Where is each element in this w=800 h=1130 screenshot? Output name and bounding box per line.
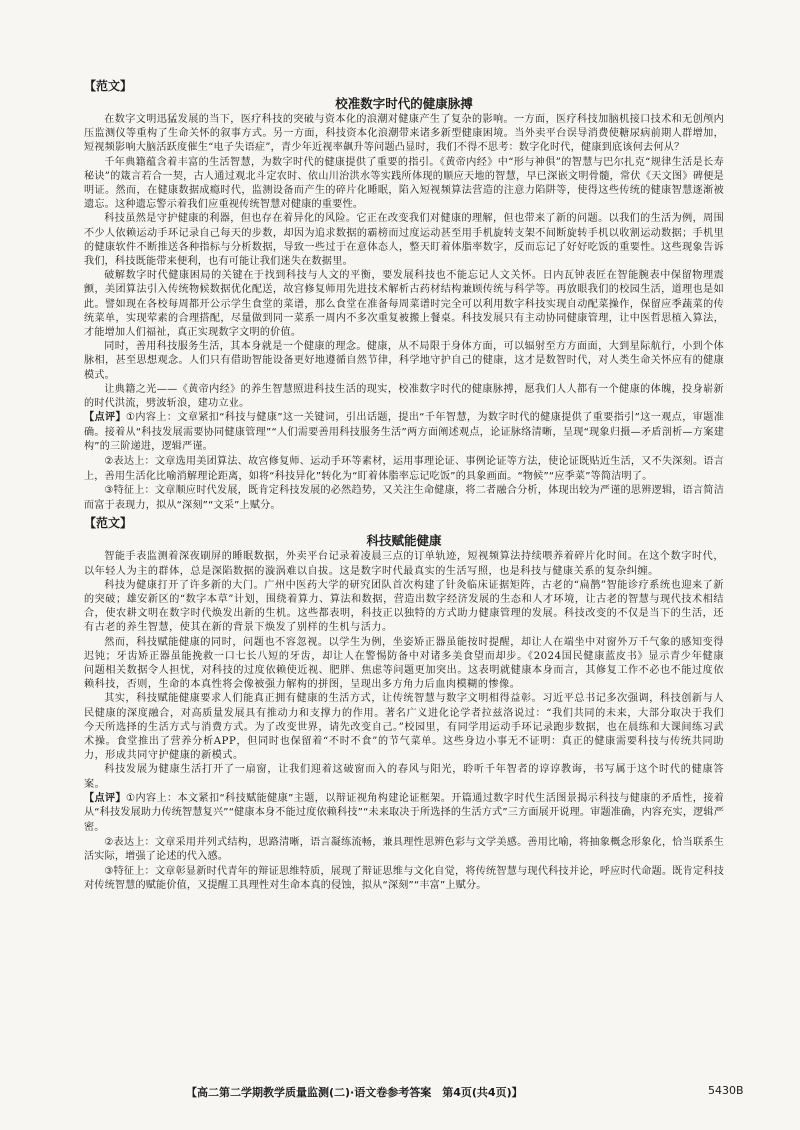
comment1-text: ①内容上：文章紧扣“科技与健康”这一关键词，引出话题，提出“千年智慧，为数字时代的健康提供了重要指引”这一观点，审题准确。接着从“科技发展需要协同健康管理”“人们需要善用科技服务生活”两方面阐述观点，论证脉络清晰，呈现“现象归摄—矛盾剖析—方案建构”的三阶递进，逻辑严谨。: [84, 412, 724, 453]
essay2-paragraph: 科技为健康打开了许多新的大门。广州中医药大学的研究团队首次构建了针灸临床证据矩阵，古老的“扁鹊”智能诊疗系统也迎来了新的突破；雄安新区的“数字本草”计划，围绕着算力、算法和数据，营造出数字经济发展的生态和人才环境，让古老的智慧与现代技术相结合，使农耕文明在数字时代焕发出新的生机。这些都表明，科技正以独特的方式助力健康管理的发展。科技改变的不仅是当下的生活，还有古老的养生智慧，使其在新的背景下焕发了别样的生机与活力。: [84, 579, 724, 634]
comment2-item: [84, 792, 724, 836]
essay1-paragraph: 科技虽然是守护健康的利器，但也存在着异化的风险。它正在改变我们对健康的理解，但也带来了新的问题。以我们的生活为例，周围不少人依赖运动手环记录自己每天的步数，却因为追求数据的霸榜而过度运动甚至用手机旋转支架不间断旋转手机以收割运动数据；手机里的健康软件不断推送各种指标与分析数据，导致一些过于在意体态人，整天盯着体脂率数字，反而忘记了好好吃饭的重要性。这些现象告诉我们，科技既能带来便利，也有可能让我们迷失在数据里。: [84, 213, 724, 268]
footer-text: 【高二第二学期教学质量监测(二)·语文卷参考答案 第4页(共4页)】: [186, 1086, 523, 1099]
essay2-paragraph: 然而，科技赋能健康的同时，问题也不容忽视。以学生为例，坐姿矫正器虽能按时提醒，却让人在端坐中对窗外万千气象的感知变得迟钝；牙齿矫正器虽能挽救一口七长八短的牙齿，却让人在警惕防备中对诸多美食望而却步。《2024国民健康蓝皮书》显示青少年健康问题相关数据令人担忧，对科技的过度依赖使近视、肥胖、焦虑等问题更加突出。这表明就健康本身而言，其修复工作不必也不能过度依赖科技，否则，生命的本真性将会像被强力解构的拼图，呈现出多方角力后血肉模糊的惨像。: [84, 636, 724, 691]
comment2-label: 【点评】: [84, 792, 126, 804]
essay2-tag: 【范文】: [84, 516, 133, 531]
essay2-paragraph: 智能手表监测着深夜刷屏的睡眠数据，外卖平台记录着凌晨三点的订单轨迹，短视频算法持续喂养着碎片化时间。在这个数字时代，以年轻人为主的群体，总是深陷数据的漩涡难以自拔。这是数字时代最真实的生活写照，也是科技与健康关系的复杂纠缠。: [84, 551, 724, 577]
essay2-paragraph: 其实，科技赋能健康要求人们能真正拥有健康的生活方式，让传统智慧与数字文明相得益彰。习近平总书记多次强调，科技创新与人民健康的深度融合，对高质量发展具有推动力和支撑力的作用。著名广义进化论学者拉兹洛说过：“我们共同的未来，大部分取决于我们今天所选择的生活方式与消费方式。为了改变世界，请先改变自己。”校园里，有同学用运动手环记录跑步数据，也在晨练和大课间练习武术操。食堂推出了营养分析APP，但同时也保留着“不时不食”的节气菜单。这些身边小事无不证明：真正的健康需要科技与传统共同助力，形成共同守护健康的新模式。: [84, 693, 724, 762]
comment1-label: 【点评】: [84, 412, 126, 424]
essay1-tag: 【范文】: [84, 79, 133, 93]
essay1-paragraph: 同时，善用科技服务生活，其本身就是一个健康的理念。健康，从不局限于身体方面，可以辐射至方方面面，大到星际航行，小到个体脉相，甚至思想观念。人们只有借助智能设备更好地遵循自然节律，科学地守护自己的健康，这才是数智时代，对人类生命关怀应有的健康模式。: [84, 341, 724, 381]
comment1-item: [84, 411, 724, 455]
comment1-item: ③特征上：文章顺应时代发展，既肯定科技发展的必然趋势，又关注生命健康，将二者融合分析，体现出较为严谨的思辨逻辑，语言简洁而富于表现力，拟从“深刻”“文采”上赋分。: [84, 485, 724, 511]
essay2-title: 科技赋能健康: [366, 533, 442, 549]
answer-page: [84, 78, 724, 894]
essay1-paragraph: 让典籍之光——《黄帝内经》的养生智慧照进科技生活的现实，校准数字时代的健康脉搏，愿我们人人都有一个健康的体魄，投身崭新的时代洪流，劈波斩浪，建功立业。: [84, 383, 724, 410]
essay1-paragraph: 在数字文明迅猛发展的当下，医疗科技的突破与资本化的浪潮对健康产生了复杂的影响。一方面，医疗科技加脑机接口技术和无创颅内压监测仪等重构了生命关怀的叙事方式。另一方面，科技资本化浪潮带来诸多新型健康困境。当外卖平台误导消费使糖尿病前期人群增加，短视频影响大脑活跃度催生“电子失语症”，青少年近视率飙升等问题凸显时，我们不得不思考：数字化时代，健康到底该何去何从？: [84, 114, 724, 154]
comment2-text: ①内容上：本文紧扣“科技赋能健康”主题，以辩证视角构建论证框架。开篇通过数字时代生活图景揭示科技与健康的矛盾性，接着从“科技发展助力传统智慧复兴”“健康本身不能过度依赖科技”“未来取决于所选择的生活方式”三方面展开说理。审题准确，内容充实，逻辑严密。: [84, 792, 724, 834]
essay1-title: 校准数字时代的健康脉搏: [335, 96, 473, 111]
essay1-paragraph: 破解数字时代健康困局的关键在于找到科技与人文的平衡，要发展科技也不能忘记人文关怀。日内瓦钟表匠在智能腕表中保留物理震颤，美团算法引入传统物候数据优化配送，故宫修复师用先进技术解析古药材结构兼顾传统与科学等。再放眼我们的校园生活，道理也是如此。譬如现在各校每周都开公示学生食堂的菜谱，那么食堂在准备每周菜谱时完全可以利用数字科技实现自动配菜操作，保留应季蔬菜的传统菜单，实现荤素的合理搭配，尽量做到同一菜系一周内不多次重复被搬上餐桌。科技发展只有主动协同健康管理，让中医哲思植入算法，才能增加人们福祉，真正实现数字文明的价值。: [84, 270, 724, 339]
essay2-paragraph: 科技发展为健康生活打开了一扇窗，让我们迎着这破窗而入的春风与阳光，聆听千年智者的谆谆教诲，书写属于这个时代的健康答案。: [84, 764, 724, 790]
essay1-paragraph: 千年典籍蕴含着丰富的生活智慧，为数字时代的健康提供了重要的指引。《黄帝内经》中“形与神俱”的智慧与巴尔扎克“规律生活是长寿秘诀”的箴言若合一契，古人通过观北斗定农时、依山川治洪水等实践所体现的顺应天地的智慧，早已深嵌文明骨髓，常伏《天文图》碑便是明证。然而，在健康数据成瘾时代，监测设备而产生的碎片化睡眠，陷入短视频算法营造的注意力陷阱等，使得这些传统的健康智慧逐渐被遗忘。这种遗忘警示着我们应重视传统智慧对健康的重要性。: [84, 156, 724, 211]
comment2-item: ②表达上：文章采用并列式结构，思路清晰，语言凝练流畅，兼具理性思辨色彩与文学美感。善用比喻，将抽象概念形象化，恰当联系生活实际，增强了论述的代入感。: [84, 836, 724, 863]
paper-code: 5430B: [708, 1084, 744, 1097]
comment1-item: ②表达上：文章选用美团算法、故宫修复师、运动手环等素材，运用事理论证、事例论证等方法，使论证既贴近生活，又不失深刻。语言上，善用生活化比喻消解理论距离，如将“科技异化”转化为“盯着体脂率忘记吃饭”的具象画面。“物候”“应季菜”等简洁明了。: [84, 456, 724, 482]
comment2-item: ③特征上：文章彰显新时代青年的辩证思维特质，展现了辩证思维与文化自觉，将传统智慧与现代科技并论，呼应时代命题。既肯定科技对传统智慧的赋能价值，又提醒工具理性对生命本真的侵蚀，拟从“深刻”“丰富”上赋分。: [84, 865, 724, 892]
